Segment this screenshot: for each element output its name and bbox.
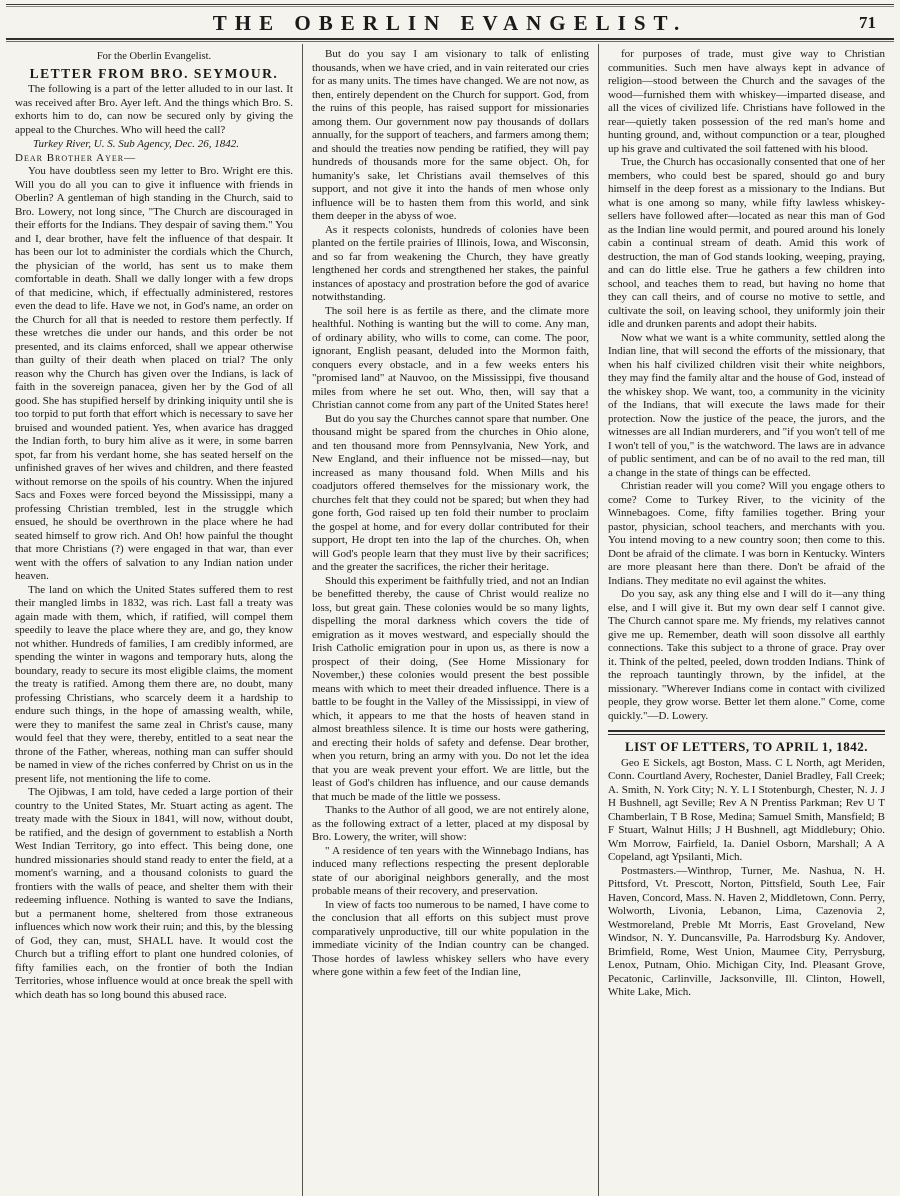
paragraph: The Ojibwas, I am told, have ceded a large portion of their country to the United States, Mr. Stuart acting as agent. The treaty made with the Sioux in 1841, will now, without doubt, be ratified, and the design of government to establish a North West Indian Territory, go into effect. This being done, one hundred missionaries should stand ready to enter the field, at a moment's warning, and a thousand colonists to guard the frontiers with the walls of peace, and shelter them with their redeeming influence. Nothing is wanted to save the Indians, but a permanent home, sheltered from those extraneous influences which now work their ruin; and this, by the blessing of God, they can, must, SHALL have. It would cost the Church but a trifling effort to plant one hundred colonies, of fifty families each, on the frontier of both the Indian Territories, whose influence would at once break the spell with which death has so long bound this abused race.	[15, 786, 293, 1001]
paragraph: Do you say, ask any thing else and I will do it—any thing else, and I will give it. But my own dear self I cannot give. The Church cannot spare me. My friends, my relatives cannot give me up. Remember, death will soon dissolve all earthly connections. Take this subject to a throne of grace. Pray over it. Think of the pelted, peeled, down trodden Indians. Think of the reproach tauntingly thrown, by the infidel, at the missionary. "Wherever Indians come in contact with civilized people, they grow worse. Better let them alone." Come, come quickly."—D. Lowery.	[607, 588, 885, 722]
column-2	[302, 44, 598, 1196]
paragraph: Christian reader will you come? Will you engage others to come? Come to Turkey River, to the vicinity of the Winnebagoes. Come, fifty families together. Bring your pastor, physician, school teachers, and merchants with you. You intend moving to a new country soon; then come to this. Dont be afraid of the climate. I was born in Kentucky. Winters are more pleasant here than there. Don't be afraid of the Indians. They meditate no evil against the whites.	[607, 480, 885, 587]
paragraph: But do you say I am visionary to talk of enlisting thousands, when we have cried, and in vain reiterated our cries for as many units. The times have changed. We are not now, as then, entirely dependent on the Church for support. God, from the ruins of this people, has raised support for missionaries among them. Our government now pay thousands of dollars annually, for the support of teachers, and farmers among them; and should the treaties now pending be ratified, they will pay hundreds of thousands more for the same object. Oh, for humanity's sake, let Christians avail themselves of this support, and not give it into the hands of men whose only influence will be to hasten them from this world, and sink them deeper in the abyss of woe.	[311, 48, 589, 222]
newspaper-title: THE OBERLIN EVANGELIST.	[212, 11, 688, 35]
article-headline: LETTER FROM BRO. SEYMOUR.	[29, 65, 279, 81]
paragraph: Thanks to the Author of all good, we are not entirely alone, as the following extract of a letter, placed at my disposal by Bro. Lowery, the writer, will show:	[311, 804, 589, 843]
column-3	[598, 44, 894, 1196]
letters-heading: LIST OF LETTERS, TO APRIL 1, 1842.	[624, 739, 868, 754]
editor-note: The following is a part of the letter alluded to in our last. It was received after Bro. Ayer left. And the things which Bro. S. exhorts him to do, can now be secured only by giving the appeal to the Churches. Who will heed the call?	[15, 83, 293, 136]
paragraph: You have doubtless seen my letter to Bro. Wright ere this. Will you do all you can to give it influence with friends in Oberlin? A gentleman of high standing in the Church, said to Bro. Lowery, not long since, "The Church are discouraged in their efforts for the Indians. They despair of saving them." You and I, dear brother, have felt the influence of that despair. It has been our lot to administer the cordials which the Church, the physician of the world, has sent us to make them comfortable in death. Shall we dally longer with a few drops of that medicine, which, if effectually administered, restores even the dead to life. Have we not, in God's name, an order on the Church for all that is needed to restore them perfectly. If these wretches die under our hands, and this order be not presented, and its claims enforced, shall we appear otherwise than guilty of their death when placed on trial? The only reason why the Church has given over the Indians, is lack of faith in the sovereign panacea, given her by the God of all good. She has stupified herself by drinking iniquity until she is too torpid to put forth that effort which is necessary to save her bruised and wounded patient. Yes, when avarice has dragged the Indian forth, to bury him alive as it were, in some barren spot, far from his verdant home, she has seated herself on the unfinished graves of her wives and children, and there feasted without remorse on the spoils of his country. When the injured Sacs and Foxes were forced beyond the Mississippi, many a professing Christian trembled, lest in the struggle which ensued, he should be overthrown in the place where he had seated himself to grow rich. And Oh! how painful the thought that more Christians (?) were engaged in that war, than ever went with the offers of salvation to any Indian nation under heaven.	[15, 165, 293, 582]
letters-list-paragraph: Geo E Sickels, agt Boston, Mass. C L North, agt Meriden, Conn. Courtland Avery, Rochester, Daniel Bradley, Fall Creek; A. Smith, N. York City; N. Y. L I Stotenburgh, Chester, N. J. J H Bushnell, agt Seville; Rev A N Prentiss Parkman; Rev U T Chamberlain, T B Rose, Medina; Samuel Smith, Mansfield; B F Stuart, Walnut Hills; J H Bushnell, agt Middlebury; Ohio. Wm Morrow, Fairfield, Ia. Daniel Osborn, Marshall; A A Copeland, agt Ypsilanti, Mich.	[607, 756, 885, 863]
paragraph: But do you say the Churches cannot spare that number. One thousand might be spared from the churches in Ohio alone, and ten thousand more from Pennsylvania, New York, and New England, and their influence not be missed—nay, but increased as many thousand fold. When Mills and his coadjutors offered themselves for the missionary work, the churches felt that they could not be spared; but when they had gone forth, God raised up ten fold their number to proclaim the gospel at home, and for every dollar contributed for their support, He dropt ten into the lap of the churches. Oh, when will God's people learn that they must live by their sacrifices; and the greater the sacrifices, the richer their heritage.	[311, 412, 589, 573]
attribution-line: For the Oberlin Evangelist.	[96, 51, 212, 62]
masthead	[6, 8, 894, 38]
paragraph: for purposes of trade, must give way to Christian communities. Such men have always kept in advance of religion—stood between the Church and the savages of the wood—furnished them with whiskey—imparted disease, and all the vices of civilized life. Christians have followed in the rear—quietly taken possession of the red man's home and hunting ground, and, without compunction or a tear, ploughed up his grave and cultivated the soil fattened with his blood.	[607, 48, 885, 155]
section-divider	[608, 730, 885, 735]
paragraph: As it respects colonists, hundreds of colonies have been planted on the fertile prairies of Illinois, Iowa, and Wisconsin, and so far from weakening the Church, they have greatly lengthened her cords and strengthened her stakes, the painful instances of apostacy and prostration before the god of avarice notwithstanding.	[311, 223, 589, 303]
page-number: 71	[859, 13, 876, 32]
paragraph: Should this experiment be faithfully tried, and not an Indian be benefitted thereby, the cause of Christ would realize no loss, but great gain. These colonies would be so many lights, dispelling the moral darkness which covers the tide of emigration as it moves westward, and especially should the Irish Catholic emigration pour in upon us, as there is now a prospect of their doing, (See Home Missionary for November,) these colonies would present the best possible means with which to meet their dreaded influence. There is a battle to be fought in the Valley of the Mississippi, in view of which, it appears to me that the hosts of heaven stand in almost breathless silence. It is time our hosts were gathering, and erecting their holds of safety and defense. Dear brother, when you return, bring an army with you. Do not let the idea that you are weak prevent your effort. We are little, but the least of God's children has influence, and our cause demands that much be made of the little we possess.	[311, 574, 589, 803]
paragraph: True, the Church has occasionally consented that one of her members, who could best be spared, should go and bury himself in the deep forest as a missionary to the Indians. But what is one among so many, while fifty lawless whiskey-sellers have followed after—located as near this man of God as the Indian line would permit, and poured around his lonely cabin a continual stream of death. Amid this work of destruction, the man of God stands looking, weeping, praying, and can do little else. True he gathers a few children into school, and teaches them to read, but having no home that they can call theirs, and of course no motive to settle, and cultivate the soil, on leaving school, they uniformly join their idle and drunken parents and adopt their habits.	[607, 156, 885, 330]
salutation: Dear Brother Ayer—	[15, 151, 137, 164]
paragraph: Now what we want is a white community, settled along the Indian line, that will second the efforts of the missionary, that when his half civilized children visit their white neighbors, they may find the family altar and the house of God, instead of the whiskey shop. We want, too, a community in the vicinity of the Indians, that will execute the laws made for their protection. Now the justice of the peace, the jurors, and the witnesses are all Indian murderers, and "if you won't tell of me I won't tell of you," is the watchword. The laws are in advance of public sentiment, and can be of no avail to the red man, till a change in the state of things can be effected.	[607, 331, 885, 479]
postmasters-paragraph: Postmasters.—Winthrop, Turner, Me. Nashua, N. H. Pittsford, Vt. Prescott, Norton, Pittsfield, South Lee, Fair Haven, Concord, Mass. N. Haven 2, Middletown, Conn. Perry, Wolworth, Livonia, Lebanon, Lima, Cazenovia 2, Westmoreland, Preble Mt Morris, East Groveland, New Windsor, N. Y. Duncansville, Pa. Harrodsburg Ky. Andover, Brimfield, Rome, West Union, Maumee City, Perrysburg, Lenox, Putnam, Ohio. Michigan City, Ind. Pleasant Grove, Pecatonic, Carlinville, Jacksonville, Ill. Clinton, Howell, White Lake, Mich.	[607, 864, 885, 998]
quoted-letter-paragraph: In view of facts too numerous to be named, I have come to the conclusion that all efforts on this subject must prove comparatively unproductive, till our white population in the immediate vicinity of the Indian country can be changed. Those hordes of lawless whiskey sellers who have every where gone within a few feet of the Indian line,	[311, 898, 589, 978]
masthead-rule	[6, 38, 894, 42]
paragraph: The land on which the United States suffered them to rest their mangled limbs in 1832, was rich. Last fall a treaty was again made with them, which, if ratified, will compel them speedily to leave the place where they are, and go, they know not whither. Hundreds of families, I am credibly informed, are spending the winter in wagons and temporary huts, along the boundary, ready to secure its most eligible claims, the moment the treaty is ratified. Among them there are, no doubt, many professing Christians, who scarcely deem it a hardship to endure such things, in the hope of amassing wealth, while, were they to manifest the same zeal in Christ's cause, many would feel that they were, thereby, entitled to a seat near the throne of the Father, whereas, nothing man can suffer should be named in view of the riches conferred by Christ on us in the present life, not mentioning the life to come.	[15, 583, 293, 785]
top-rule	[6, 4, 894, 7]
dateline: Turkey River, U. S. Sub Agency, Dec. 26, 1842.	[33, 138, 240, 150]
column-1	[6, 44, 302, 1196]
article-columns	[6, 44, 894, 1196]
quoted-letter-paragraph: " A residence of ten years with the Winnebago Indians, has induced many reflections respecting the present deplorable state of our aboriginal neighbors generally, and the most probable means of their recovery, and preservation.	[311, 844, 589, 897]
paragraph: The soil here is as fertile as there, and the climate more healthful. Nothing is wanting but the will to come. Any man, of ordinary ability, who wills to come, can come. The poor, ignorant, English peasant, deluded into the Mormon faith, conquers every obstacle, and in a few weeks enters his "promised land" at Nauvoo, on the Mississippi, five thousand miles from where he set out. Who, then, will say that a Christian cannot come from any part of the United States here!	[311, 304, 589, 411]
